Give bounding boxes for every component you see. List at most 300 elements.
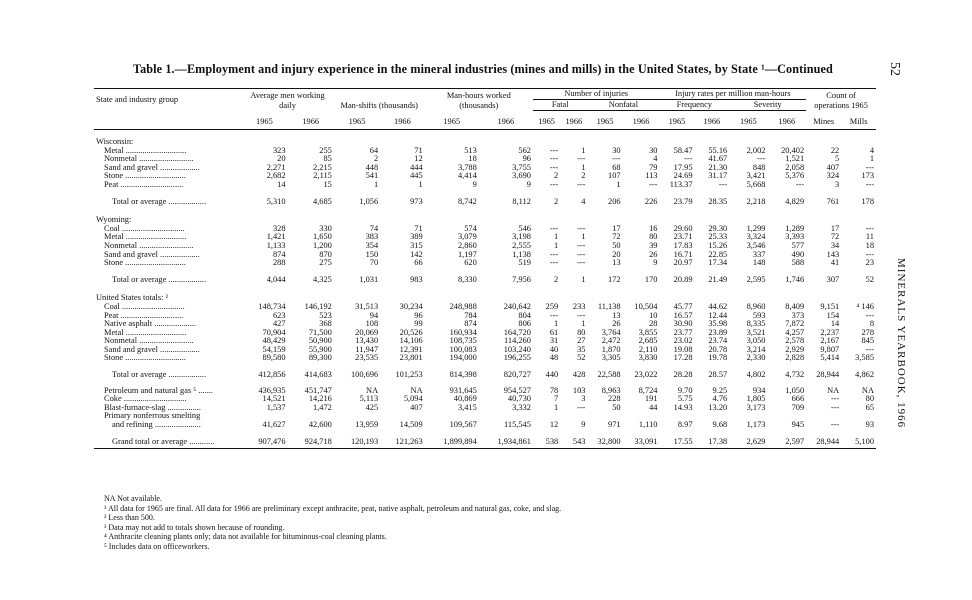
table-cell: 170 <box>644 274 658 284</box>
table-cell: 2,002 <box>746 145 766 155</box>
table-cell: 4,325 <box>313 274 332 284</box>
table-cell: 954,527 <box>503 385 531 395</box>
table-cell: 1,299 <box>746 223 766 233</box>
table-cell: 574 <box>464 223 477 233</box>
table-cell: 142 <box>410 249 423 259</box>
table-cell: 407 <box>410 402 423 412</box>
table-cell: 79 <box>649 162 658 172</box>
table-cell: 784 <box>464 310 477 320</box>
table-cell: 14 <box>830 319 840 329</box>
section-heading: United States totals: ² <box>96 293 169 303</box>
row-label: Total or average .................. <box>112 274 207 284</box>
row-label: Metal ............................. <box>104 233 187 242</box>
table-row <box>94 368 876 382</box>
table-cell: 10 <box>649 310 658 320</box>
table-cell: 323 <box>272 145 286 155</box>
table-cell: 48 <box>549 353 559 363</box>
table-cell: 255 <box>319 145 332 155</box>
table-cell: 100,696 <box>350 370 379 380</box>
table-cell: 1 <box>418 179 423 189</box>
table-cell: 2,597 <box>767 435 806 449</box>
row-label: Stone ............................. <box>104 354 186 363</box>
table-cell: 845 <box>861 336 874 346</box>
table-cell: 1,173 <box>746 420 766 430</box>
table-cell: 3,755 <box>512 162 531 172</box>
table-cell: 23.02 <box>673 336 693 346</box>
table-cell: 23,801 <box>399 353 423 363</box>
table-cell: 373 <box>791 310 805 320</box>
table-cell: 451,747 <box>304 385 332 395</box>
table-cell: 18 <box>865 240 874 250</box>
section-heading-row <box>94 213 876 225</box>
table-cell: 72 <box>830 232 840 242</box>
table-cell: 113.37 <box>669 179 693 189</box>
table-cell: 1,110 <box>638 420 658 430</box>
table-cell: 23.79 <box>673 196 693 206</box>
table-cell: 58.47 <box>673 145 693 155</box>
section-heading-row <box>94 135 876 147</box>
table-cell: 1 <box>581 232 586 242</box>
table-cell: 26 <box>612 319 621 329</box>
table-cell: 154 <box>826 310 840 320</box>
footnote: ⁴ Anthracite cleaning plants only; data not available for bituminous-coal cleaning plants. <box>104 532 387 542</box>
table-cell: 41 <box>830 258 840 268</box>
table-cell: 5,094 <box>403 394 423 404</box>
table-cell: 9.70 <box>677 385 693 395</box>
table-cell: 7,956 <box>512 274 531 284</box>
table-cell: 924,718 <box>288 435 334 449</box>
table-cell: 143 <box>826 249 840 259</box>
table-cell: 2,110 <box>638 344 658 354</box>
table-cell: 389 <box>410 232 423 242</box>
table-cell: 16.57 <box>673 310 693 320</box>
table-cell: 931,645 <box>449 385 477 395</box>
table-cell: 109,567 <box>449 420 477 430</box>
table-cell: 29.60 <box>673 223 693 233</box>
table-cell: --- <box>865 179 874 189</box>
table-cell: 2,629 <box>729 435 767 449</box>
year-header-row <box>94 111 876 130</box>
row-label: Sand and gravel ................... <box>104 250 200 259</box>
table-cell: 1,421 <box>266 232 286 242</box>
header-number-injuries: Number of injuries <box>533 89 660 100</box>
table-cell: 3,305 <box>601 353 621 363</box>
table-cell: 2,685 <box>638 336 658 346</box>
table-cell: 2,682 <box>266 171 286 181</box>
table-cell: 13 <box>612 258 621 268</box>
table-cell: 150 <box>365 249 379 259</box>
table-cell: 17.83 <box>673 240 693 250</box>
table-cell: 870 <box>319 249 332 259</box>
table-cell: 971 <box>608 420 621 430</box>
table-cell: 412,856 <box>258 370 286 380</box>
table-cell: 278 <box>861 327 874 337</box>
table-cell: 20,069 <box>355 327 379 337</box>
table-cell: 4,829 <box>785 196 805 206</box>
table-cell: 11,138 <box>597 301 621 311</box>
table-cell: 20 <box>277 154 286 164</box>
table-cell: 71 <box>414 145 423 155</box>
table-cell: 806 <box>518 319 531 329</box>
table-cell: 20.97 <box>673 258 693 268</box>
table-cell: 31,513 <box>355 301 379 311</box>
table-cell: 874 <box>464 319 477 329</box>
table-cell: 27 <box>577 336 586 346</box>
row-label: Petroleum and natural gas ⁵ ....... <box>104 386 213 395</box>
table-cell: 12,391 <box>399 344 423 354</box>
table-cell: 17 <box>830 223 840 233</box>
table-cell: 8,112 <box>512 196 531 206</box>
table-cell: 233 <box>572 301 586 311</box>
table-cell: 973 <box>410 196 423 206</box>
table-cell: 513 <box>464 145 477 155</box>
row-label: Nonmetal .......................... <box>104 337 194 346</box>
row-label: Metal ............................. <box>104 146 187 155</box>
row-label: Sand and gravel ................... <box>104 163 200 172</box>
table-cell: 444 <box>410 162 423 172</box>
table-cell: 2,595 <box>746 274 766 284</box>
table-cell: 206 <box>608 196 621 206</box>
table-cell: 337 <box>752 249 766 259</box>
table-cell: 30 <box>612 145 621 155</box>
table-cell: 35 <box>577 344 586 354</box>
table-cell: 191 <box>644 394 658 404</box>
table-cell: 428 <box>572 370 586 380</box>
row-label: Grand total or average ............ <box>94 435 241 449</box>
table-cell: 9 <box>581 420 586 430</box>
table-cell: 20 <box>612 249 621 259</box>
table-cell: 546 <box>518 223 531 233</box>
table-cell: 1,899,894 <box>425 435 479 449</box>
table-cell: 8,963 <box>601 385 621 395</box>
year-header-cell: Mines <box>806 111 841 130</box>
table-cell: 108 <box>365 319 379 329</box>
header-severity: Severity <box>729 100 806 111</box>
table-cell: 3,788 <box>457 162 477 172</box>
table-cell: 9,807 <box>820 344 840 354</box>
table-cell: --- <box>549 223 559 233</box>
table-cell: 2,271 <box>266 162 286 172</box>
table-cell: 23.74 <box>708 336 728 346</box>
table-cell: 17 <box>612 223 621 233</box>
table-cell: 4,732 <box>785 370 805 380</box>
table-cell: 3,764 <box>601 327 621 337</box>
header-group: State and industry group <box>94 89 241 111</box>
table-cell: 64 <box>369 145 379 155</box>
table-cell: 2,167 <box>820 336 840 346</box>
row-label: Stone ............................. <box>104 172 186 181</box>
table-cell: 14 <box>277 179 286 189</box>
table-cell: 3,393 <box>785 232 805 242</box>
table-cell: 120,193 <box>334 435 380 449</box>
table-cell: 1 <box>554 402 559 412</box>
year-header-cell: 1965 <box>659 111 694 130</box>
table-cell: 17.95 <box>673 162 693 172</box>
table-cell: 30.90 <box>673 319 693 329</box>
table-cell: 2,330 <box>746 353 766 363</box>
row-label: Nonmetal .......................... <box>104 155 194 164</box>
table-cell: 848 <box>752 162 766 172</box>
table-cell: 1 <box>581 162 586 172</box>
table-cell: 3,173 <box>746 402 766 412</box>
table-cell: 89,300 <box>308 353 332 363</box>
table-cell: 18 <box>468 154 477 164</box>
table-cell: --- <box>549 249 559 259</box>
table-cell: 4,414 <box>457 171 477 181</box>
row-label: Total or average .................. <box>112 196 207 206</box>
table-cell: 20.89 <box>673 274 693 284</box>
table-cell: 100,083 <box>449 344 477 354</box>
table-cell: 101,253 <box>395 370 423 380</box>
table-cell: 1,746 <box>785 274 805 284</box>
table-cell: 114,260 <box>504 336 531 346</box>
table-cell: 414,683 <box>304 370 332 380</box>
table-cell: 164,720 <box>503 327 531 337</box>
table-cell: 40 <box>549 344 559 354</box>
table-cell: 33,091 <box>623 435 660 449</box>
table-cell: 23.71 <box>673 232 693 242</box>
table-cell: 623 <box>272 310 286 320</box>
table-cell: 30,234 <box>399 301 423 311</box>
table-cell: 4,802 <box>746 370 766 380</box>
table-cell: 14,509 <box>399 420 423 430</box>
table-cell: 9,151 <box>820 301 840 311</box>
table-cell: 2 <box>554 274 559 284</box>
table-cell: 1,934,861 <box>479 435 533 449</box>
table-cell: 4,685 <box>313 196 332 206</box>
table-cell: 1 <box>616 179 621 189</box>
footnote: ² Less than 500. <box>104 513 155 523</box>
table-cell: 15 <box>323 179 332 189</box>
table-cell: 1,200 <box>313 240 332 250</box>
table-cell: --- <box>865 223 874 233</box>
table-cell: --- <box>577 402 586 412</box>
table-cell: 54,159 <box>262 344 286 354</box>
table-cell: 21.30 <box>708 162 728 172</box>
table-cell: 3,332 <box>512 402 531 412</box>
header-man-hours: Man-hours worked (thousands) <box>425 89 533 111</box>
table-cell: 68 <box>612 162 621 172</box>
year-header-cell: 1966 <box>288 111 334 130</box>
table-cell: 8,409 <box>785 301 805 311</box>
table-cell: 14.93 <box>673 402 693 412</box>
table-cell: 103,240 <box>503 344 531 354</box>
table-row <box>94 195 876 209</box>
table-cell: 148 <box>752 258 766 268</box>
table-cell: --- <box>684 154 693 164</box>
table-cell: --- <box>718 179 728 189</box>
table-cell: 115,545 <box>504 420 531 430</box>
table-cell: 2,555 <box>512 240 531 250</box>
table-cell: 72 <box>612 232 621 242</box>
header-nonfatal: Nonfatal <box>587 100 659 111</box>
table-cell: NA <box>410 385 423 395</box>
table-cell: 368 <box>319 319 332 329</box>
table-cell: 445 <box>410 171 423 181</box>
table-cell: 93 <box>865 420 874 430</box>
year-header-cell: 1966 <box>380 111 425 130</box>
table-cell: 28,944 <box>806 435 841 449</box>
table-cell: 3,546 <box>746 240 766 250</box>
running-head: MINERALS YEARBOOK, 1966 <box>895 258 907 429</box>
table-cell: 315 <box>410 240 423 250</box>
table-cell: 13,430 <box>355 336 379 346</box>
table-cell: 52 <box>577 353 586 363</box>
table-cell: --- <box>577 223 586 233</box>
table-cell: --- <box>612 154 621 164</box>
table-cell: 1 <box>581 319 586 329</box>
table-cell: 3,198 <box>512 232 531 242</box>
table-cell: --- <box>865 344 874 354</box>
row-label: Nonmetal .......................... <box>104 241 194 250</box>
table-cell: 28 <box>649 319 658 329</box>
table-cell: 1,805 <box>746 394 766 404</box>
table-row <box>94 259 876 268</box>
table-cell: 80 <box>649 232 658 242</box>
year-header-cell: 1965 <box>241 111 287 130</box>
table-cell: 8,724 <box>638 385 658 395</box>
table-cell: 3,079 <box>457 232 477 242</box>
table-cell: 13,959 <box>355 420 379 430</box>
page-number: 52 <box>887 62 902 76</box>
table-cell: 16.71 <box>673 249 693 259</box>
table-cell: 42,600 <box>308 420 332 430</box>
header-avg-men: Average men working daily <box>241 89 334 111</box>
table-cell: 55.16 <box>708 145 728 155</box>
table-cell: 4 <box>869 145 874 155</box>
table-cell: ⁴ 146 <box>856 301 874 311</box>
footnotes <box>104 494 561 552</box>
table-cell: 80 <box>865 394 874 404</box>
table-cell: 874 <box>272 249 286 259</box>
table-cell: 12.44 <box>708 310 728 320</box>
table-cell: 23.89 <box>708 327 728 337</box>
table-cell: 14,216 <box>308 394 332 404</box>
table-cell: 541 <box>365 171 379 181</box>
table-cell: 5.75 <box>677 394 693 404</box>
table-cell: 5,310 <box>266 196 286 206</box>
table-cell: 1 <box>869 154 874 164</box>
table-cell: 44 <box>649 402 658 412</box>
table-row <box>94 404 876 413</box>
table-cell: 9 <box>472 179 477 189</box>
table-cell: 2 <box>373 154 379 164</box>
table-cell: 354 <box>365 240 379 250</box>
table-cell: 21.49 <box>708 274 728 284</box>
table-cell: 28.35 <box>708 196 728 206</box>
table-cell: 3,855 <box>638 327 658 337</box>
table-cell: 4 <box>653 154 658 164</box>
table-cell: 17.28 <box>673 353 693 363</box>
table-cell: 490 <box>791 249 805 259</box>
table-cell: 1,138 <box>512 249 531 259</box>
table-cell: 4,044 <box>266 274 286 284</box>
table-cell: 65 <box>865 402 874 412</box>
table-cell: 820,727 <box>503 370 531 380</box>
table-cell: 196,255 <box>503 353 531 363</box>
table-cell: 5 <box>835 154 840 164</box>
table-cell: 41.67 <box>708 154 728 164</box>
table-cell: 61 <box>549 327 559 337</box>
table-cell: 907,476 <box>241 435 287 449</box>
table-cell: 577 <box>791 240 805 250</box>
data-table <box>94 88 876 449</box>
table-cell: 1,289 <box>785 223 805 233</box>
table-cell: --- <box>865 162 874 172</box>
year-header-cell: 1965 <box>334 111 380 130</box>
table-cell: 328 <box>272 223 286 233</box>
table-cell: 4,257 <box>785 327 805 337</box>
table-cell: 17.55 <box>659 435 694 449</box>
table-cell: 52 <box>865 274 874 284</box>
table-cell: 307 <box>826 274 840 284</box>
table-cell: 25.33 <box>708 232 728 242</box>
table-cell: 2,215 <box>313 162 332 172</box>
table-cell: 1,133 <box>266 240 286 250</box>
table-cell: 945 <box>791 420 805 430</box>
table-cell: 24.69 <box>673 171 693 181</box>
table-cell: 10,504 <box>634 301 658 311</box>
table-cell: 1,870 <box>601 344 621 354</box>
table-cell: 1 <box>554 240 559 250</box>
table-cell: 148,734 <box>258 301 286 311</box>
table-cell: 1,031 <box>359 274 379 284</box>
table-cell: 448 <box>365 162 379 172</box>
table-cell: 3 <box>835 179 840 189</box>
table-cell: --- <box>830 394 840 404</box>
table-row <box>94 181 876 190</box>
table-cell: 19.08 <box>673 344 693 354</box>
table-cell: 99 <box>414 319 423 329</box>
year-header-cell: 1966 <box>560 111 587 130</box>
table-cell: 804 <box>518 310 531 320</box>
table-cell: 12 <box>549 420 559 430</box>
table-cell: 9 <box>653 258 658 268</box>
table-cell: 4,862 <box>855 370 874 380</box>
table-cell: 2,115 <box>313 171 332 181</box>
table-cell: 1 <box>581 145 586 155</box>
table-cell: 44.62 <box>708 301 728 311</box>
table-cell: 28,944 <box>816 370 840 380</box>
table-cell: --- <box>577 249 586 259</box>
table-cell: 1,197 <box>457 249 477 259</box>
table-cell: 160,934 <box>449 327 477 337</box>
table-cell: 23.77 <box>673 327 693 337</box>
table-cell: 523 <box>319 310 332 320</box>
table-cell: 3,050 <box>746 336 766 346</box>
table-cell: 17.34 <box>708 258 728 268</box>
row-label: Peat .............................. <box>104 180 184 189</box>
table-cell: 814,398 <box>449 370 477 380</box>
table-cell: 23,535 <box>355 353 379 363</box>
table-cell: 96 <box>522 154 531 164</box>
footnote: NA Not available. <box>104 494 162 503</box>
year-header-cell: 1966 <box>623 111 660 130</box>
table-cell: 259 <box>545 301 559 311</box>
table-cell: 22.85 <box>708 249 728 259</box>
year-header-cell: 1965 <box>587 111 622 130</box>
table-cell: 194,000 <box>449 353 477 363</box>
table-cell: 383 <box>365 232 379 242</box>
header-frequency: Frequency <box>659 100 729 111</box>
table-cell: 3,415 <box>457 402 477 412</box>
table-cell: 240,642 <box>503 301 531 311</box>
table-cell: 28.57 <box>708 370 728 380</box>
table-cell: 2,929 <box>785 344 805 354</box>
table-cell: 71,500 <box>308 327 332 337</box>
row-label: Coke .............................. <box>104 395 187 404</box>
table-cell: 5,414 <box>820 353 840 363</box>
